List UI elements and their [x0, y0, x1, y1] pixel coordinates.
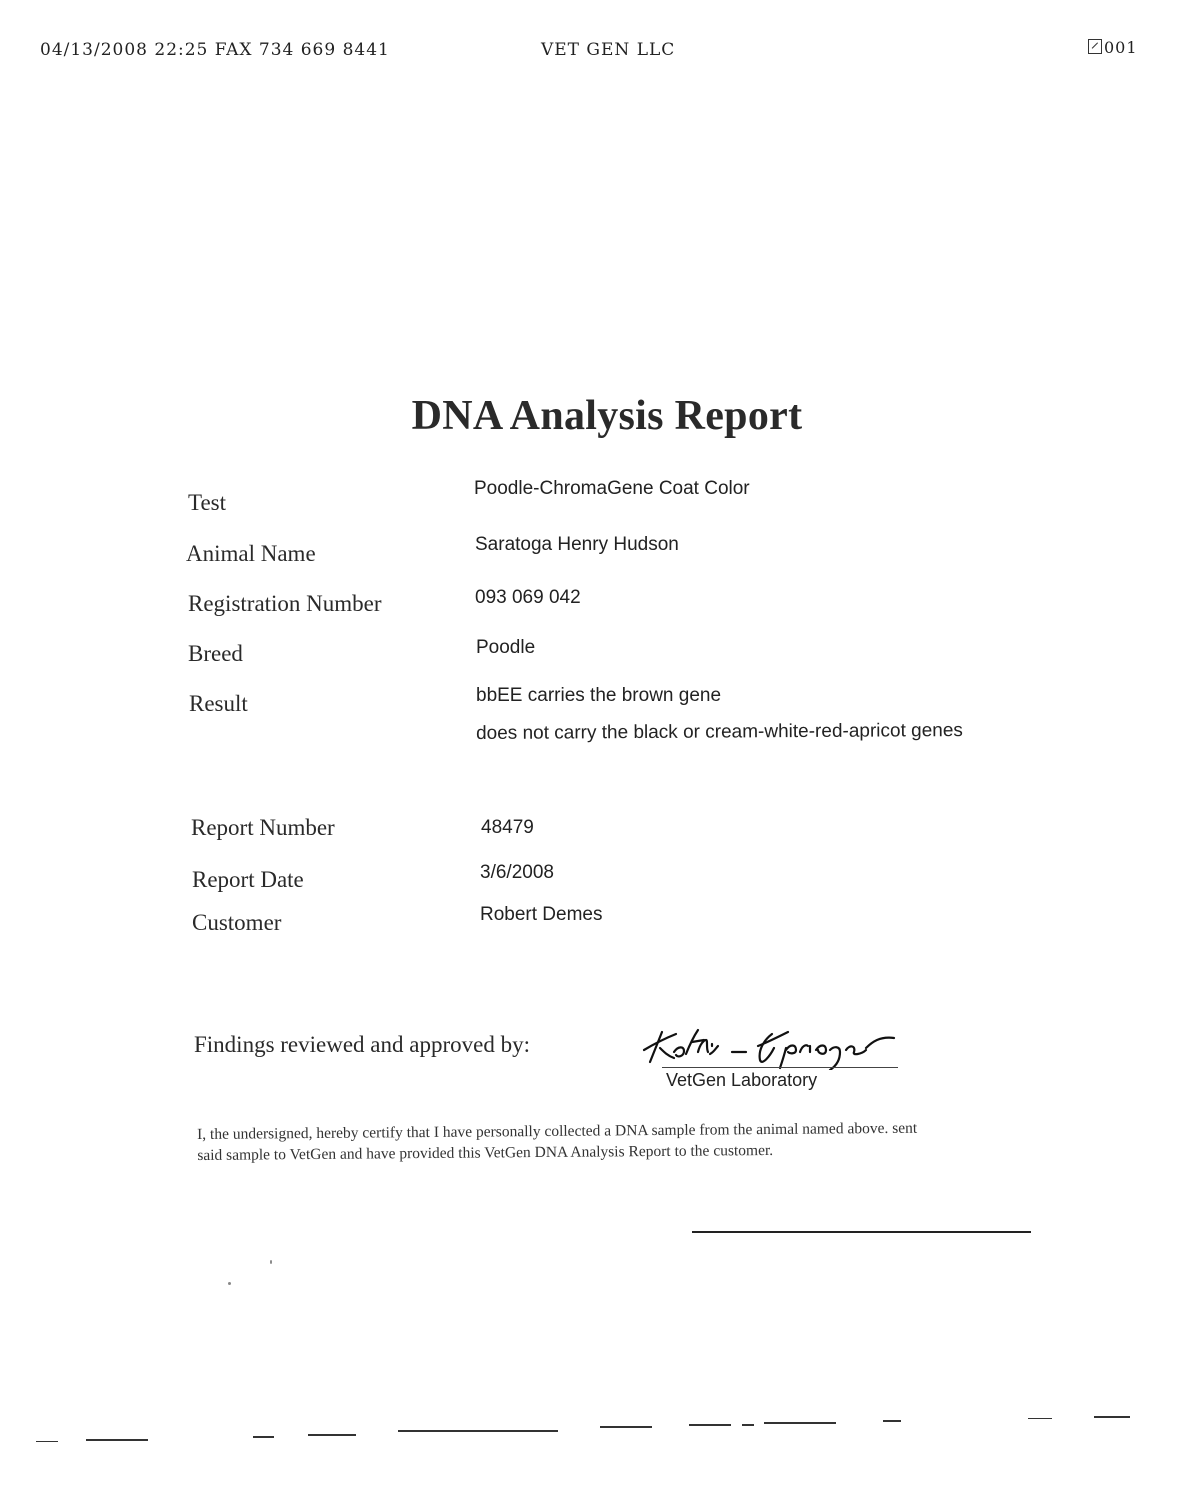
report-number-value: 48479	[481, 817, 534, 838]
customer-label: Customer	[192, 910, 282, 935]
test-label: Test	[188, 490, 226, 515]
scan-dash	[308, 1434, 356, 1436]
result-label: Result	[189, 691, 248, 716]
fax-page-value: 001	[1104, 38, 1138, 57]
scan-dash	[689, 1424, 731, 1426]
scan-speck	[228, 1282, 231, 1285]
certifier-signature-line	[692, 1231, 1031, 1233]
certification-line2: said sample to VetGen and have provided this VetGen DNA Analysis Report to the customer.	[197, 1141, 774, 1164]
scan-dash	[86, 1439, 148, 1441]
scan-dash	[600, 1426, 652, 1428]
scan-dash	[398, 1430, 558, 1432]
fax-transmission-line: 04/13/2008 22:25 FAX 734 669 8441	[40, 40, 390, 60]
registration-number-label: Registration Number	[188, 591, 382, 616]
fax-header	[0, 38, 1200, 64]
report-number-label: Report Number	[191, 815, 335, 840]
test-value: Poodle-ChromaGene Coat Color	[474, 478, 750, 499]
scan-dash	[764, 1422, 836, 1424]
animal-name-label: Animal Name	[186, 541, 316, 566]
scan-dash	[742, 1424, 754, 1426]
certification-line1: I, the undersigned, hereby certify that I have personally collected a DNA sample from the animal named above. sent	[197, 1119, 918, 1143]
customer-value: Robert Demes	[480, 904, 603, 925]
fax-page-icon	[1088, 39, 1102, 54]
scan-dash	[883, 1420, 901, 1422]
result-value-line2: does not carry the black or cream-white-red-apricot genes	[476, 720, 963, 744]
fax-page-number	[1088, 38, 1138, 57]
report-date-label: Report Date	[192, 867, 304, 892]
breed-label: Breed	[188, 641, 243, 666]
report-title: DNA Analysis Report	[411, 393, 803, 439]
animal-name-value: Saratoga Henry Hudson	[475, 534, 679, 555]
approval-label: Findings reviewed and approved by:	[194, 1032, 530, 1057]
scan-dash	[1028, 1418, 1052, 1419]
signature	[640, 1022, 900, 1070]
scan-dash	[253, 1436, 274, 1438]
breed-value: Poodle	[476, 637, 536, 658]
fax-company-name: VET GEN LLC	[541, 40, 676, 60]
scan-speck	[270, 1260, 272, 1264]
result-value-line1: bbEE carries the brown gene	[476, 685, 722, 706]
certification-text	[197, 1116, 1097, 1166]
scan-dash	[1094, 1416, 1130, 1418]
scan-dash	[36, 1441, 58, 1442]
signature-underline	[662, 1067, 898, 1068]
lab-name: VetGen Laboratory	[666, 1070, 818, 1090]
report-date-value: 3/6/2008	[480, 862, 554, 883]
registration-number-value: 093 069 042	[475, 587, 581, 608]
